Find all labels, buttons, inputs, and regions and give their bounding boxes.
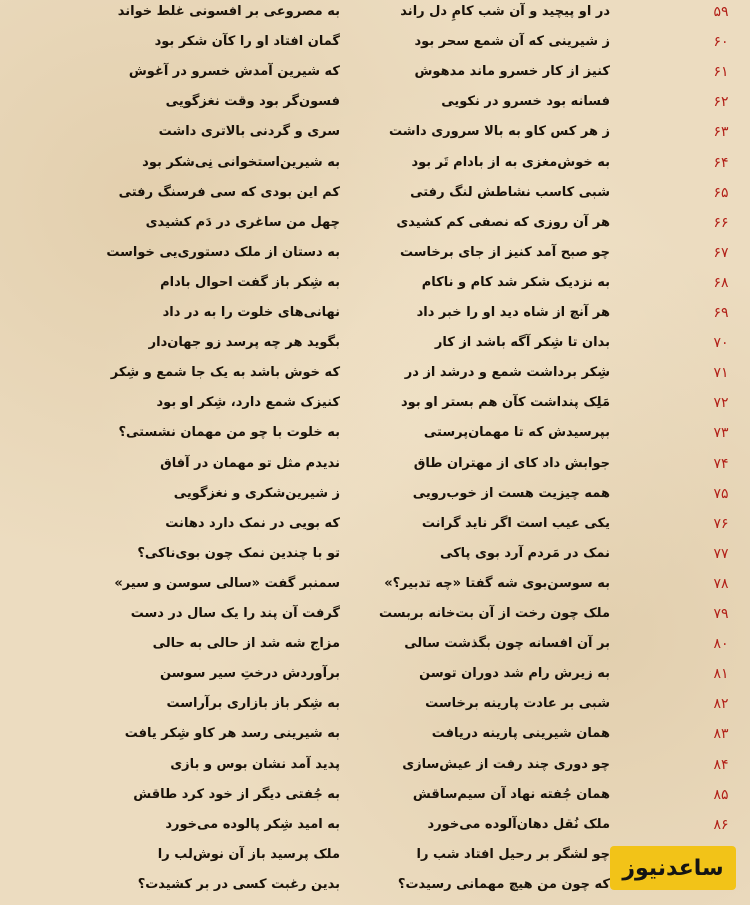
verse-row — [0, 211, 750, 241]
verse-first-hemistich: به سوسن‌بوی شه گفتا «چه تدبیر؟» — [384, 575, 610, 591]
verse-second-hemistich: ندیدم مثل تو مهمان در آفاق — [160, 455, 340, 471]
verse-first-hemistich: همان جُفته نهاد آن سیم‌ساقش — [412, 786, 610, 802]
verse-second-hemistich: به مصروعی بر افسونی غلط خواند — [117, 4, 340, 19]
verse-first-hemistich: ملک نُقل دهان‌آلوده می‌خورد — [427, 816, 610, 832]
verse-number: ۷۷ — [713, 545, 729, 562]
verse-number: ۷۴ — [713, 455, 729, 472]
verse-number: ۸۱ — [713, 666, 729, 683]
verse-first-hemistich: شِکر برداشت شمع و درشد از در — [404, 365, 610, 381]
verse-first-hemistich: هر آنچ از شاه دید او را خبر داد — [416, 305, 610, 320]
verse-first-hemistich: ز شیرینی که آن شمع سحر بود — [414, 34, 610, 50]
verse-number: ۷۱ — [713, 365, 729, 382]
verse-row — [0, 151, 750, 181]
verse-first-hemistich: در او پیچید و آن شب کامِ دل راند — [400, 4, 610, 19]
verse-number: ۸۶ — [713, 816, 729, 833]
verse-second-hemistich: بگوید هر چه پرسد زو جهان‌دار — [148, 335, 340, 351]
verse-row — [0, 361, 750, 391]
verse-number: ۶۳ — [713, 124, 729, 141]
verse-first-hemistich: جوابش داد کای از مهتران طاق — [413, 455, 610, 471]
verse-first-hemistich: چو صبح آمد کنیز از جای برخاست — [399, 244, 610, 260]
verse-first-hemistich: کنیز از کار خسرو ماند مدهوش — [414, 64, 610, 80]
verse-second-hemistich: کنیزک شمع دارد، شِکر او بود — [156, 395, 340, 411]
verse-second-hemistich: به امید شِکر پالوده می‌خورد — [165, 816, 340, 832]
verse-row — [0, 512, 750, 542]
verse-first-hemistich: همان شیرینی پارینه دریافت — [431, 726, 610, 742]
verse-row — [0, 30, 750, 60]
verse-second-hemistich: گرفت آن پند را یک سال در دست — [130, 606, 340, 621]
site-logo-text: ساعدنیوز — [622, 855, 724, 881]
verse-number: ۸۴ — [713, 756, 729, 773]
verse-row — [0, 572, 750, 602]
verse-first-hemistich: یکی عیب است اگر ناید گرانت — [421, 515, 610, 531]
verse-second-hemistich: پدید آمد نشان بوس و بازی — [170, 756, 340, 772]
verse-second-hemistich: تو با چندین نمک چون بوی‌ناکی؟ — [137, 545, 340, 561]
verse-first-hemistich: بپرسیدش که تا مهمان‌پرستی — [423, 425, 610, 441]
verse-second-hemistich: ز شیرین‌شکری و نغزگویی — [173, 485, 340, 501]
verse-first-hemistich: بر آن افسانه چون بگذشت سالی — [404, 636, 610, 652]
verse-row — [0, 271, 750, 301]
verse-second-hemistich: ملک پرسید باز آن نوش‌لب را — [157, 846, 340, 862]
verse-number: ۷۳ — [713, 425, 729, 442]
site-logo — [610, 846, 736, 890]
verse-second-hemistich: به شِکر باز گفت احوال بادام — [160, 274, 340, 290]
verse-number: ۷۰ — [713, 335, 729, 352]
verse-row — [0, 181, 750, 211]
verse-first-hemistich: که چون من هیچ مهمانی رسیدت؟ — [397, 876, 610, 892]
verse-second-hemistich: به خلوت با چو من مهمان نشستی؟ — [118, 425, 340, 441]
verse-first-hemistich: ملک چون رخت از آن بت‌خانه بربست — [378, 606, 610, 621]
verse-number: ۷۲ — [713, 395, 729, 412]
verse-row — [0, 753, 750, 783]
verse-row — [0, 692, 750, 722]
verse-row — [0, 452, 750, 482]
verse-second-hemistich: چهل من ساغری در دَم کشیدی — [145, 214, 340, 230]
verse-row — [0, 331, 750, 361]
verse-row — [0, 90, 750, 120]
verse-first-hemistich: شبی کاسب نشاطش لنگ رفتی — [410, 184, 610, 200]
verse-row — [0, 0, 750, 30]
verse-row — [0, 783, 750, 813]
verse-first-hemistich: مَلِک پنداشت کآن هم بستر او بود — [400, 395, 610, 411]
verse-number: ۸۳ — [713, 726, 729, 743]
verse-first-hemistich: نمک در مَردم آرد بوی پاکی — [439, 545, 610, 561]
verse-second-hemistich: سری و گردنی بالاتری داشت — [158, 124, 340, 140]
verse-first-hemistich: به نزدیک شکر شد کام و ناکام — [421, 274, 610, 290]
verse-first-hemistich: هر آن روزی که نصفی کم کشیدی — [396, 214, 610, 230]
verse-second-hemistich: به دستان از ملک دستوری‌یی خواست — [106, 244, 340, 260]
verse-second-hemistich: که خوش باشد به یک جا شمع و شِکر — [110, 365, 340, 381]
verse-second-hemistich: برآوردش درختِ سیر سوسن — [159, 666, 340, 682]
verse-row — [0, 602, 750, 632]
verse-row — [0, 722, 750, 752]
verse-first-hemistich: به خوش‌مغزی به از بادام تَر بود — [411, 154, 610, 170]
verse-row — [0, 391, 750, 421]
verse-number: ۶۰ — [713, 34, 729, 51]
verse-second-hemistich: به شیرینی رسد هر کاو شِکر یافت — [124, 726, 340, 742]
verse-second-hemistich: نهانی‌های خلوت را به در داد — [162, 305, 340, 320]
verse-number: ۸۰ — [713, 636, 729, 653]
verse-first-hemistich: فسانه بود خسرو در نکویی — [441, 94, 610, 110]
verse-second-hemistich: که شیرین آمدش خسرو در آغوش — [128, 64, 340, 80]
verse-first-hemistich: بدان تا شِکر آگه باشد از کار — [434, 335, 610, 351]
verse-row — [0, 542, 750, 572]
verse-second-hemistich: به جُفتی دیگر از خود کرد طاقش — [133, 786, 340, 802]
verse-row — [0, 632, 750, 662]
verse-row — [0, 241, 750, 271]
verse-second-hemistich: که بویی در نمک دارد دهانت — [165, 515, 340, 531]
verse-first-hemistich: شبی بر عادت پارینه برخاست — [425, 696, 610, 712]
verse-number: ۶۴ — [713, 154, 729, 171]
verse-second-hemistich: فسون‌گر بود وقت نغزگویی — [165, 94, 340, 110]
verse-row — [0, 120, 750, 150]
verse-second-hemistich: کم این بودی که سی فرسنگ رفتی — [118, 184, 340, 200]
verse-row — [0, 813, 750, 843]
verse-number: ۷۹ — [713, 606, 729, 622]
verse-first-hemistich: چو دوری چند رفت از عیش‌سازی — [402, 756, 610, 772]
verse-number: ۶۲ — [713, 94, 729, 111]
verse-row — [0, 421, 750, 451]
verse-first-hemistich: به زیرش رام شد دوران توسن — [419, 666, 610, 682]
verse-second-hemistich: بدین رغبت کسی در بر کشیدت؟ — [137, 876, 340, 892]
verse-first-hemistich: همه چیزیت هست از خوب‌رویی — [412, 485, 610, 501]
verse-second-hemistich: گمان افتاد او را کآن شکر بود — [154, 34, 340, 50]
verse-number: ۷۶ — [713, 515, 729, 532]
verse-second-hemistich: مزاج شه شد از حالی به حالی — [152, 636, 340, 652]
verse-row — [0, 662, 750, 692]
verse-number: ۷۵ — [713, 485, 729, 502]
verse-number: ۵۹ — [713, 4, 729, 20]
verse-row — [0, 482, 750, 512]
verse-number: ۶۶ — [713, 214, 729, 231]
verse-first-hemistich: ز هر کس کاو به بالا سروری داشت — [389, 124, 610, 140]
verse-number: ۶۹ — [713, 305, 729, 321]
verse-second-hemistich: به شِکر باز بازاری برآراست — [166, 696, 340, 712]
verse-row — [0, 301, 750, 331]
verse-number: ۶۱ — [713, 64, 729, 81]
verse-number: ۶۷ — [713, 244, 729, 261]
verse-second-hemistich: سمنبر گفت «سالی سوسن و سیر» — [114, 575, 340, 591]
verse-first-hemistich: چو لشگر بر رحیل افتاد شب را — [416, 846, 610, 862]
verse-number: ۸۲ — [713, 696, 729, 713]
verse-row — [0, 60, 750, 90]
verse-number: ۶۵ — [713, 184, 729, 201]
verse-number: ۷۸ — [713, 575, 729, 592]
verse-second-hemistich: به شیرین‌استخوانی نِی‌شکر بود — [142, 154, 340, 170]
verse-number: ۶۸ — [713, 274, 729, 291]
verse-number: ۸۵ — [713, 786, 729, 803]
